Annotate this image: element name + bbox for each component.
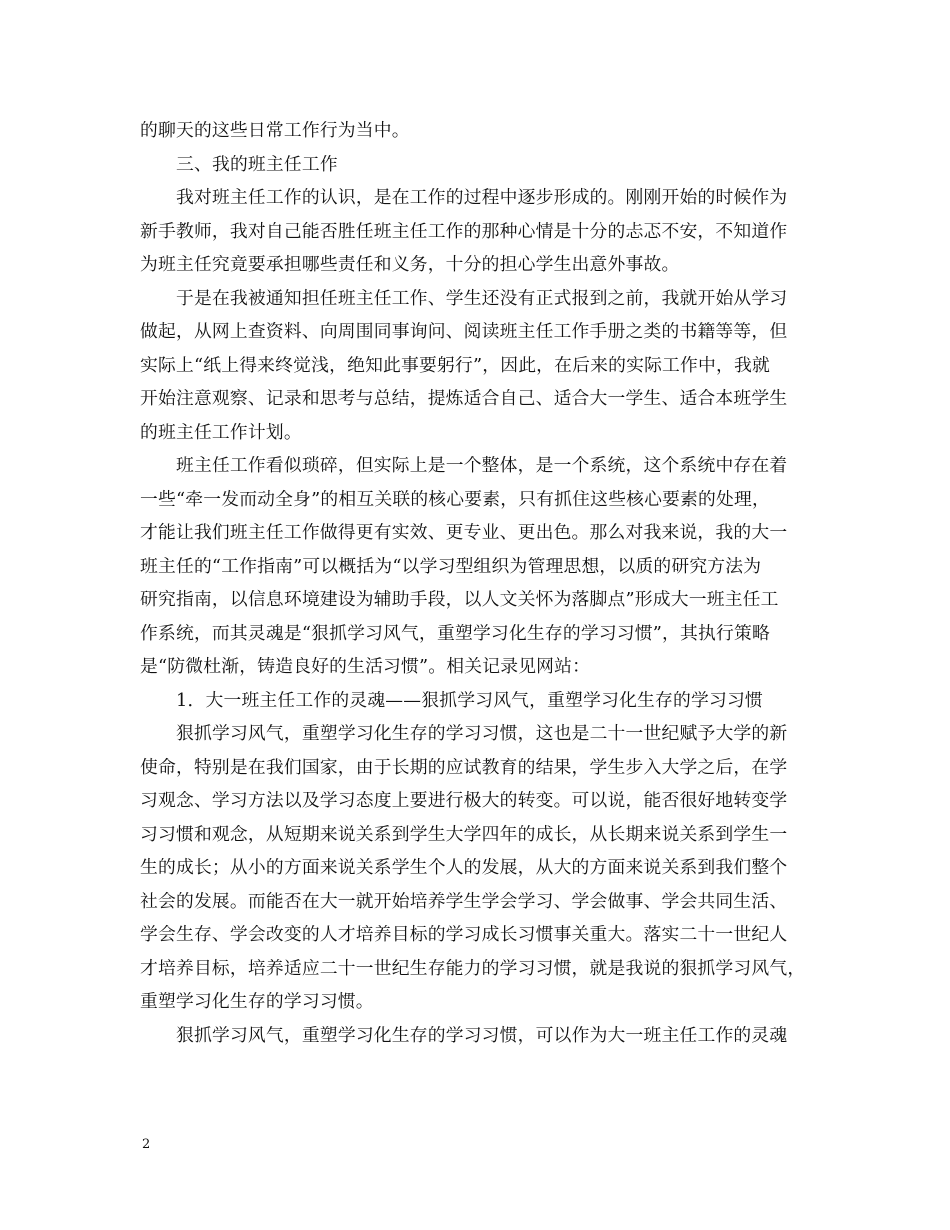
text-line: 习观念、学习方法以及学习态度上要进行极大的转变。可以说，能否很好地转变学 — [140, 790, 788, 811]
body-text — [140, 114, 812, 1052]
text-line: 实际上“纸上得来终觉浅，绝知此事要躬行”，因此，在后来的实际工作中，我就 — [140, 354, 770, 376]
text-line: 的聊天的这些日常工作行为当中。 — [140, 120, 410, 141]
text-line: 习习惯和观念，从短期来说关系到学生大学四年的成长，从长期来说关系到学生一 — [140, 823, 788, 845]
text-line: 生的成长；从小的方面来说关系学生个人的发展，从大的方面来说关系到我们整个 — [140, 857, 788, 878]
text-line: 使命，特别是在我们国家，由于长期的应试教育的结果，学生步入大学之后，在学 — [140, 756, 788, 778]
text-line: 是“防微杜渐，铸造良好的生活习惯”。相关记录见网站： — [140, 656, 591, 677]
text-line: 新手教师，我对自己能否胜任班主任工作的那种心情是十分的忐忑不安，不知道作 — [140, 220, 788, 242]
subsection-heading: 1．大一班主任工作的灵魂——狠抓学习风气，重塑学习化生存的学习习惯 — [176, 689, 763, 711]
page-number: 2 — [142, 1137, 151, 1152]
text-line: 为班主任究竟要承担哪些责任和义务，十分的担心学生出意外事故。 — [140, 254, 680, 275]
text-line: 班主任的“工作指南”可以概括为“以学习型组织为管理思想，以质的研究方法为 — [140, 555, 762, 577]
text-line: 我对班主任工作的认识，是在工作的过程中逐步形成的。刚刚开始的时候作为 — [176, 187, 788, 208]
text-line: 于是在我被通知担任班主任工作、学生还没有正式报到之前，我就开始从学习 — [176, 287, 788, 309]
section-heading: 三、我的班主任工作 — [176, 153, 338, 175]
text-line: 做起，从网上查资料、向周围同事询问、阅读班主任工作手册之类的书籍等等，但 — [140, 321, 788, 342]
text-line: 学会生存、学会改变的人才培养目标的学习成长习惯事关重大。落实二十一世纪人 — [140, 924, 788, 945]
text-line: 开始注意观察、记录和思考与总结，提炼适合自己、适合大一学生、适合本班学生 — [140, 388, 788, 409]
text-line: 作系统，而其灵魂是“狠抓学习风气，重塑学习化生存的学习习惯”，其执行策略 — [140, 622, 770, 644]
text-line: 的班主任工作计划。 — [140, 421, 302, 443]
text-line: 社会的发展。而能否在大一就开始培养学生学会学习、学会做事、学会共同生活、 — [140, 890, 788, 912]
text-line: 研究指南，以信息环境建设为辅助手段，以人文关怀为落脚点”形成大一班主任工 — [140, 589, 779, 610]
text-line: 一些“牵一发而动全身”的相互关联的核心要素，只有抓住这些核心要素的处理， — [140, 488, 770, 510]
text-line: 才能让我们班主任工作做得更有实效、更专业、更出色。那么对我来说，我的大一 — [140, 522, 788, 543]
text-line: 才培养目标，培养适应二十一世纪生存能力的学习习惯，就是我说的狠抓学习风气， — [140, 957, 806, 979]
text-line: 狠抓学习风气，重塑学习化生存的学习习惯，这也是二十一世纪赋予大学的新 — [176, 723, 788, 744]
text-line: 重塑学习化生存的学习习惯。 — [140, 991, 374, 1012]
text-line: 班主任工作看似琐碎，但实际上是一个整体，是一个系统，这个系统中存在着 — [176, 455, 788, 476]
text-line: 狠抓学习风气，重塑学习化生存的学习习惯，可以作为大一班主任工作的灵魂 — [176, 1024, 788, 1046]
